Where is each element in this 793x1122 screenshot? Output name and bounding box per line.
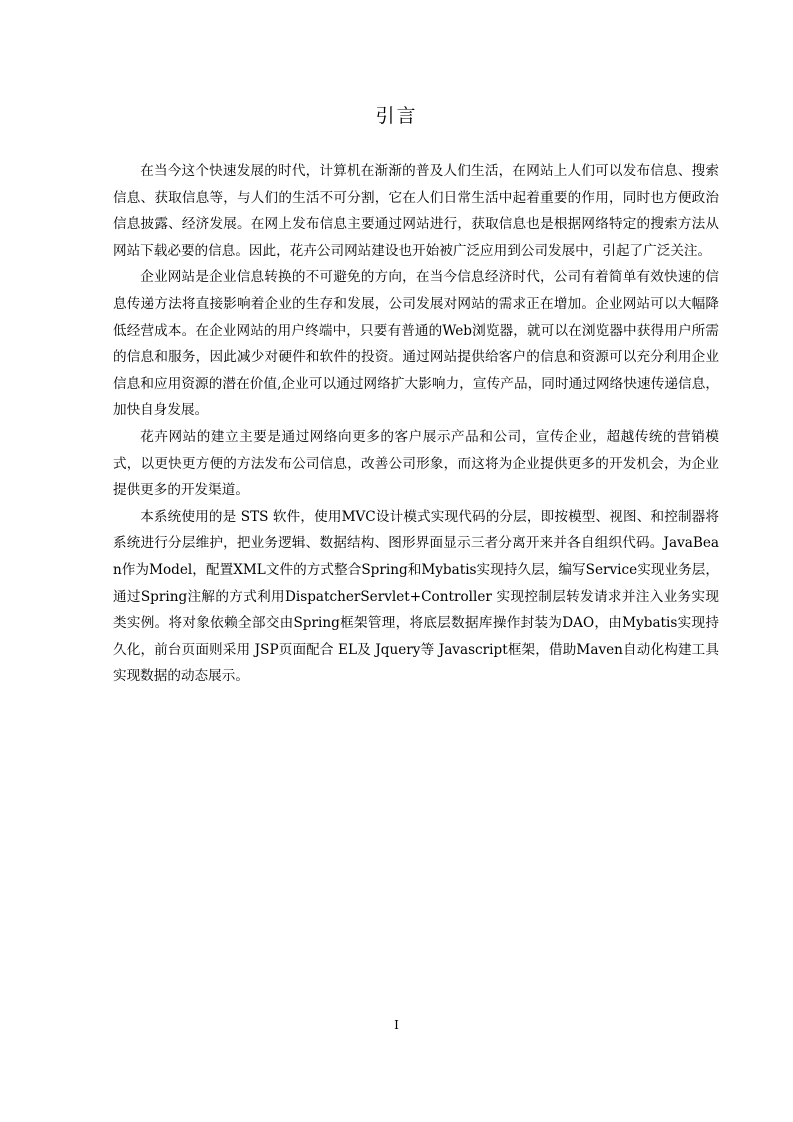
paragraph-2: 企业网站是企业信息转换的不可避免的方向，在当今信息经济时代，公司有着简单有效快速的信息传递方法将直接影响着企业的生存和发展，公司发展对网站的需求正在增加。企业网站可以大幅降低经营成本。在企业网站的用户终端中，只要有普通的Web浏览器，就可以在浏览器中获得用户所需的信息和服务，因此减少对硬件和软件的投资。通过网站提供给客户的信息和资源可以充分利用企业信息和应用资源的潜在价值,企业可以通过网络扩大影响力，宣传产品，同时通过网络快速传递信息，加快自身发展。 — [113, 269, 719, 419]
paragraph-4: 本系统使用的是 STS 软件，使用MVC设计模式实现代码的分层，即按模型、视图、和控制器将系统进行分层维护，把业务逻辑、数据结构、图形界面显示三者分离开来并各自组织代码。JavaBean作为Model，配置XML文件的方式整合Spring和Mybatis实现持久层，编写Service实现业务层，通过Spring注解的方式利用DispatcherServlet+Controller 实现控制层转发请求并注入业务实现类实例。将对象依赖全部交由Spring框架管理，将底层数据库操作封装为DAO，由Mybatis实现持久化，前台页面则采用 JSP页面配合 EL及 Jquery等 Javascript框架，借助Maven自动化构建工具实现数据的动态展示。 — [113, 508, 719, 685]
body-text — [113, 158, 719, 690]
paragraph-3: 花卉网站的建立主要是通过网络向更多的客户展示产品和公司，宣传企业，超越传统的营销模式，以更快更方便的方法发布公司信息，改善公司形象，而这将为企业提供更多的开发机会，为企业提供更多的开发渠道。 — [113, 428, 719, 499]
page-title: 引言 — [375, 105, 418, 127]
paragraph-1: 在当今这个快速发展的时代，计算机在渐渐的普及人们生活，在网站上人们可以发布信息、搜索信息、获取信息等，与人们的生活不可分割，它在人们日常生活中起着重要的作用，同时也方便政治信息披露、经济发展。在网上发布信息主要通过网站进行，获取信息也是根据网络特定的搜索方法从网站下载必要的信息。因此，花卉公司网站建设也开始被广泛应用到公司发展中，引起了广泛关注。 — [113, 163, 719, 259]
page-number: I — [394, 1018, 399, 1032]
